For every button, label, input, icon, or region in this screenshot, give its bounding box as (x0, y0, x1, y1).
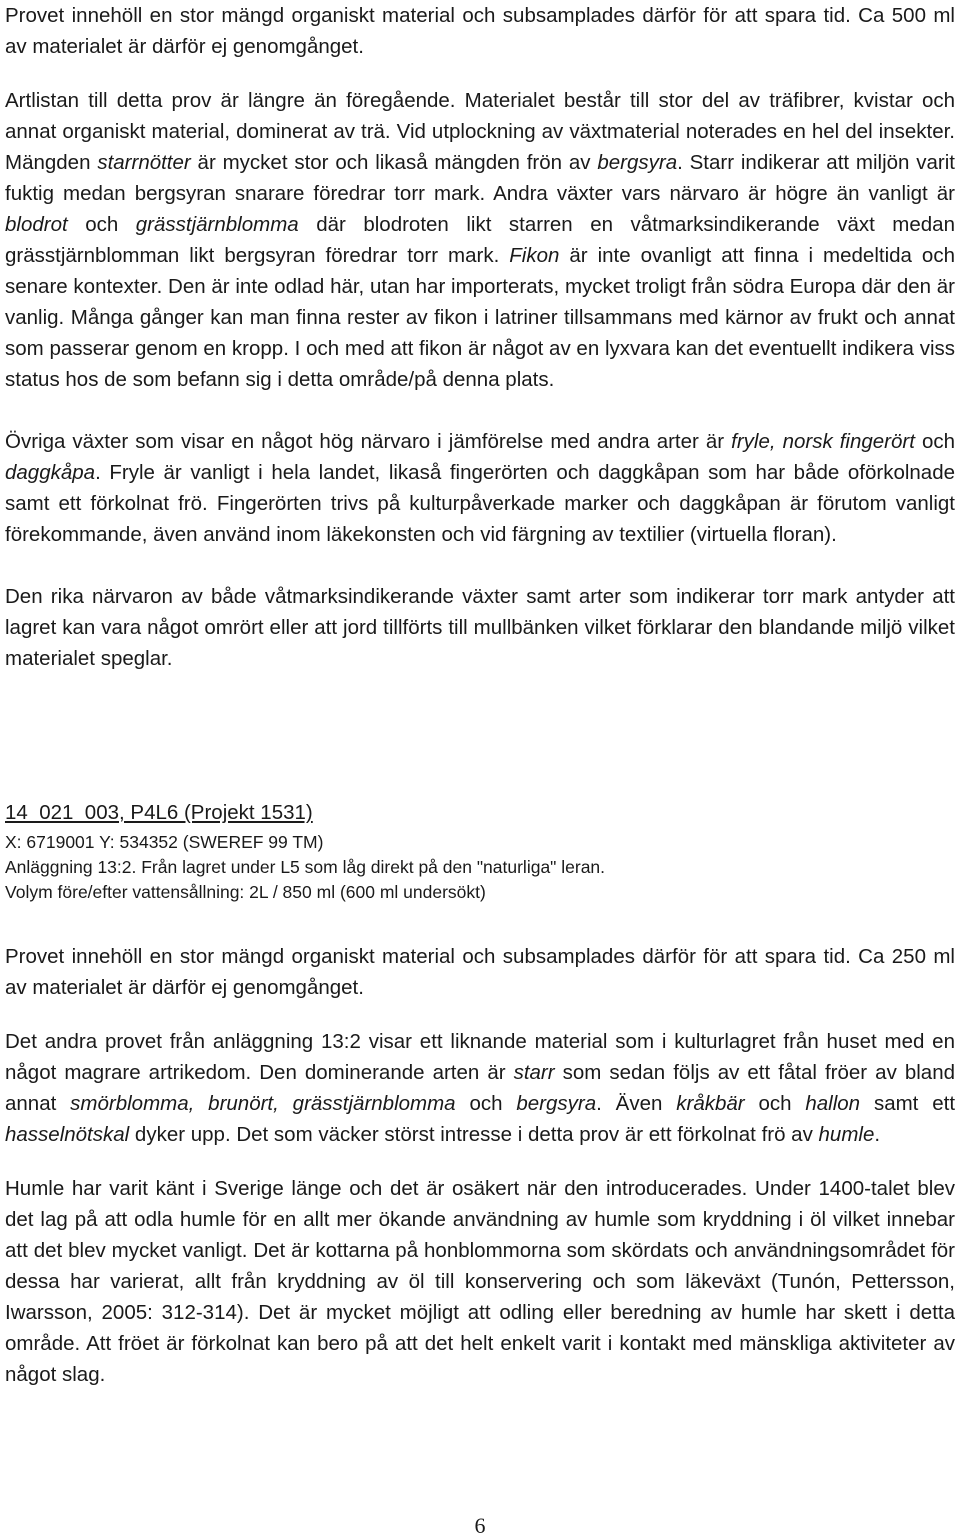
body-paragraph-3: Humle har varit känt i Sverige länge och det är osäkert när den introducerades. Under 1400-talet blev det lag på att odla humle för en allt mer ökande användning av humle som kryddning i öl vilket innebar att det blev mycket vanligt. Det är kottarna på honblommorna som skördats och användningsområdet för dessa har varierat, allt från kryddning av öl till konservering och som läkeväxt (Tunón, Pettersson, Iwarsson, 2005: 312-314). Det är mycket möjligt att odling eller beredning av humle har skett i detta område. Att fröet är förkolnat kan bero på att det helt enkelt varit i kontakt med mänskliga aktiviteter av något slag. (5, 1177, 955, 1386)
intro-paragraph-1: Provet innehöll en stor mängd organiskt material och subsamplades därför för att spara tid. Ca 500 ml av materialet är därför ej genomgånget. (5, 4, 955, 58)
body-paragraph-2 (5, 1026, 955, 1150)
intro-paragraph-2 (5, 85, 955, 395)
text-run: samt ett (860, 1092, 956, 1115)
species-grasstjarnblomma: grässtjärnblomma (135, 213, 299, 236)
sample-heading: 14_021_003, P4L6 (Projekt 1531) (5, 801, 313, 824)
text-run: Artlistan till detta prov är längre än föregående. Materialet består till stor del av träfibrer, kvistar och annat organiskt material, dominerat av trä. Vid utplockning av växtmaterial noterades en hel del insekter. Mängden (5, 89, 955, 174)
text-run: är mycket stor och likaså mängden frön av (190, 151, 598, 174)
species-fikon: Fikon (509, 244, 560, 267)
species-krakbar: kråkbär (676, 1092, 745, 1115)
species-list: smörblomma, brunört, grässtjärnblomma (70, 1092, 456, 1115)
species-humle: humle (818, 1123, 875, 1146)
species-bergsyra: bergsyra (597, 151, 678, 174)
text-run: . Starr indikerar att miljön varit fuktig medan bergsyran snarare föredrar torr mark. Andra växter vars närvaro är högre än vanligt är (5, 151, 955, 205)
species-starr: starr (513, 1061, 555, 1084)
species-bergsyra: bergsyra (516, 1092, 597, 1115)
species-fryle-fingerort: fryle, norsk fingerört (731, 430, 915, 453)
text-run: och (744, 1092, 806, 1115)
species-blodrot: blodrot (5, 213, 68, 236)
body-paragraph-1: Provet innehöll en stor mängd organiskt material och subsamplades därför för att spara tid. Ca 250 ml av materialet är därför ej genomgånget. (5, 945, 955, 999)
species-starrnotter: starrnötter (97, 151, 191, 174)
species-daggkapa: daggkåpa (5, 461, 96, 484)
sample-volume: Volym före/efter vattensållning: 2L / 850 ml (600 ml undersökt) (5, 882, 486, 902)
text-run: Det andra provet från anläggning 13:2 visar ett liknande material som i kulturlagret från huset med en något magrare artrikedom. Den dominerande arten är (5, 1030, 955, 1084)
text-run: som sedan följs av ett fåtal fröer av bland annat (5, 1061, 955, 1115)
intro-section (5, 0, 955, 674)
text-run: där blodroten likt starren en våtmarksindikerande växt medan grässtjärnblomman likt bergsyran föredrar torr mark. (5, 213, 955, 267)
text-run: Övriga växter som visar en något hög närvaro i jämförelse med andra arter är (5, 430, 732, 453)
sample-metadata (5, 798, 955, 905)
text-run: och (67, 213, 136, 236)
text-run: . Fryle är vanligt i hela landet, likaså fingerörten och daggkåpan som har både oförkolnade samt ett förkolnat frö. Fingerörten trivs på kulturpåverkade marker och daggkåpan är förutom vanligt förekommande, även använd inom läkekonsten och vid färgning av textilier (virtuella floran). (5, 461, 955, 546)
intro-paragraph-3 (5, 426, 955, 550)
text-run: är inte ovanligt att finna i medeltida och senare kontexter. Den är inte odlad här, utan har importerats, mycket troligt från södra Europa där den är vanlig. Många gånger kan man finna rester av fikon i latriner tillsammans med kärnor av frukt och annat som passerar genom en kropp. I och med att fikon är något av en lyxvara kan det eventuellt indikera viss status hos de som befann sig i detta område/på denna plats. (5, 244, 955, 391)
sample-facility: Anläggning 13:2. Från lagret under L5 som låg direkt på den "naturliga" leran. (5, 857, 606, 877)
text-run: och (914, 430, 955, 453)
text-run: och (455, 1092, 517, 1115)
text-run: dyker upp. Det som väcker störst intresse i detta prov är ett förkolnat frö av (129, 1123, 819, 1146)
text-run: . Även (596, 1092, 677, 1115)
text-run: . (874, 1123, 881, 1146)
sample-coordinates: X: 6719001 Y: 534352 (SWEREF 99 TM) (5, 832, 324, 852)
species-hasselnotskal: hasselnötskal (5, 1123, 130, 1146)
sample-body-section (5, 941, 955, 1390)
page-number: 6 (474, 1513, 486, 1538)
species-hallon: hallon (805, 1092, 861, 1115)
intro-paragraph-4: Den rika närvaron av både våtmarksindikerande växter samt arter som indikerar torr mark antyder att lagret kan vara något omrört eller att jord tillförts till mullbänken vilket förklarar den blandande miljö vilket materialet speglar. (5, 585, 955, 670)
